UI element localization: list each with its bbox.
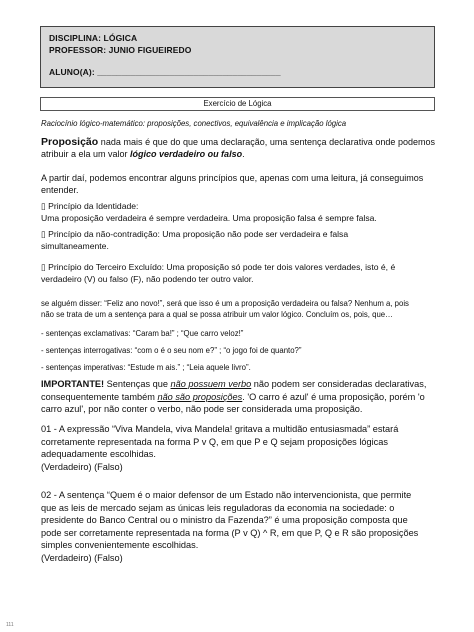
question-02-line-2: que as leis de mercado sejam as únicas leis reguladoras da economia na sociedade: o — [41, 502, 395, 513]
principle-identity — [41, 201, 435, 224]
example-paragraph — [41, 298, 435, 320]
question-02-line-4: pode ser corretamente representada na forma (P v Q) ^ R, em que P, Q e R são proposições — [41, 527, 419, 538]
definition-term: Proposição — [41, 136, 99, 148]
principle-excluded-middle — [41, 262, 435, 285]
principle-non-contradiction — [41, 229, 435, 252]
example-line-1: se alguém disser: “Feliz ano novo!”, será que isso é um a proposição verdadeira ou falsa? Nenhum a, pois — [41, 299, 409, 308]
question-02-answer: (Verdadeiro) (Falso) — [41, 552, 123, 563]
sentence-exclamative: - sentenças exclamativas: “Caram ba!” ; “Que carro veloz!” — [41, 329, 244, 338]
important-text-1: Sentenças que — [104, 379, 171, 389]
question-01-line-2: corretamente representada na forma P v Q, em que P e Q sejam proposições lógicas — [41, 436, 388, 447]
definition-text-c: . — [242, 149, 245, 159]
question-01-line-1: 01 - A expressão “Viva Mandela, viva Mandela! gritava a multidão entusiasmada” estará — [41, 424, 399, 434]
sentence-imperative: - sentenças imperativas: “Estude m ais.” ; “Leia aquele livro”. — [41, 363, 251, 372]
principle-identity-text: Uma proposição verdadeira é sempre verdadeira. Uma proposição falsa é sempre falsa. — [41, 212, 377, 223]
important-text-4: . 'O carro é azul' é uma proposição, porém 'o — [242, 391, 425, 402]
sentence-interrogative: - sentenças interrogativas: “com o é o seu nom e?” ; “o jogo foi de quanto?” — [41, 346, 302, 355]
exercise-title-box — [40, 97, 435, 111]
header-box — [40, 26, 435, 88]
important-text-5: carro azul', por não conter o verbo, não pode ser considerada uma proposição. — [41, 404, 363, 415]
question-02-line-3: presidente do Banco Central ou o ministro da Fazenda?” é uma proposição composta que — [41, 515, 408, 526]
principle-excluded-middle-line2: verdadeiro (V) ou falso (F), não podendo ter outro valor. — [41, 273, 254, 284]
important-label: IMPORTANTE! — [41, 379, 105, 389]
important-underline-1: não possuem verbo — [170, 379, 252, 389]
definition-text-b: lógico verdadeiro ou falso — [130, 149, 243, 159]
question-01 — [41, 423, 435, 473]
important-underline-2: não são proposições — [157, 391, 243, 402]
principle-excluded-middle-line1: ▯ Princípio do Terceiro Excluído: Uma proposição só pode ter dois valores verdades, isto é, é — [41, 262, 396, 272]
question-02-line-1: 02 - A sentença “Quem é o maior defensor de um Estado não intervencionista, que permite — [41, 490, 412, 500]
definition-text-a: nada mais é que do que uma declaração, uma sentença declarativa onde podemos atribuir a ela um valor — [41, 137, 435, 159]
intro-paragraph: A partir daí, podemos encontrar alguns princípios que, apenas com uma leitura, já conseguimos entender. — [41, 173, 424, 195]
example-line-2: não se trata de um a sentença para a qual se possa atribuir um valor lógico. Concluím os, pois, que… — [41, 310, 393, 319]
question-02 — [41, 489, 435, 565]
discipline-label: DISCIPLINA: LÓGICA — [49, 33, 138, 43]
subtitle: Raciocínio lógico-matemático: proposições, conectivos, equivalência e implicação lógica — [41, 119, 347, 128]
question-02-line-5: simples convenientemente escolhidas. — [41, 540, 199, 551]
question-01-line-3: adequadamente escolhidas. — [41, 449, 156, 460]
principle-non-contradiction-line2: simultaneamente. — [41, 240, 109, 251]
student-field: ALUNO(A): ______________________________________ — [49, 67, 281, 77]
question-01-answer: (Verdadeiro) (Falso) — [41, 461, 123, 472]
principle-non-contradiction-line1: ▯ Princípio da não-contradição: Uma proposição não pode ser verdadeira e falsa — [41, 229, 349, 239]
definition-paragraph — [41, 136, 435, 160]
professor-label: PROFESSOR: JUNIO FIGUEIREDO — [49, 45, 192, 55]
important-note — [41, 378, 435, 416]
important-text-2: não podem ser consideradas declarativas, — [251, 379, 427, 389]
principle-identity-title: ▯ Princípio da Identidade: — [41, 201, 139, 211]
exercise-title: Exercício de Lógica — [203, 99, 272, 108]
important-text-3: consequentemente também — [41, 391, 158, 402]
page-number: 111 — [6, 622, 14, 628]
